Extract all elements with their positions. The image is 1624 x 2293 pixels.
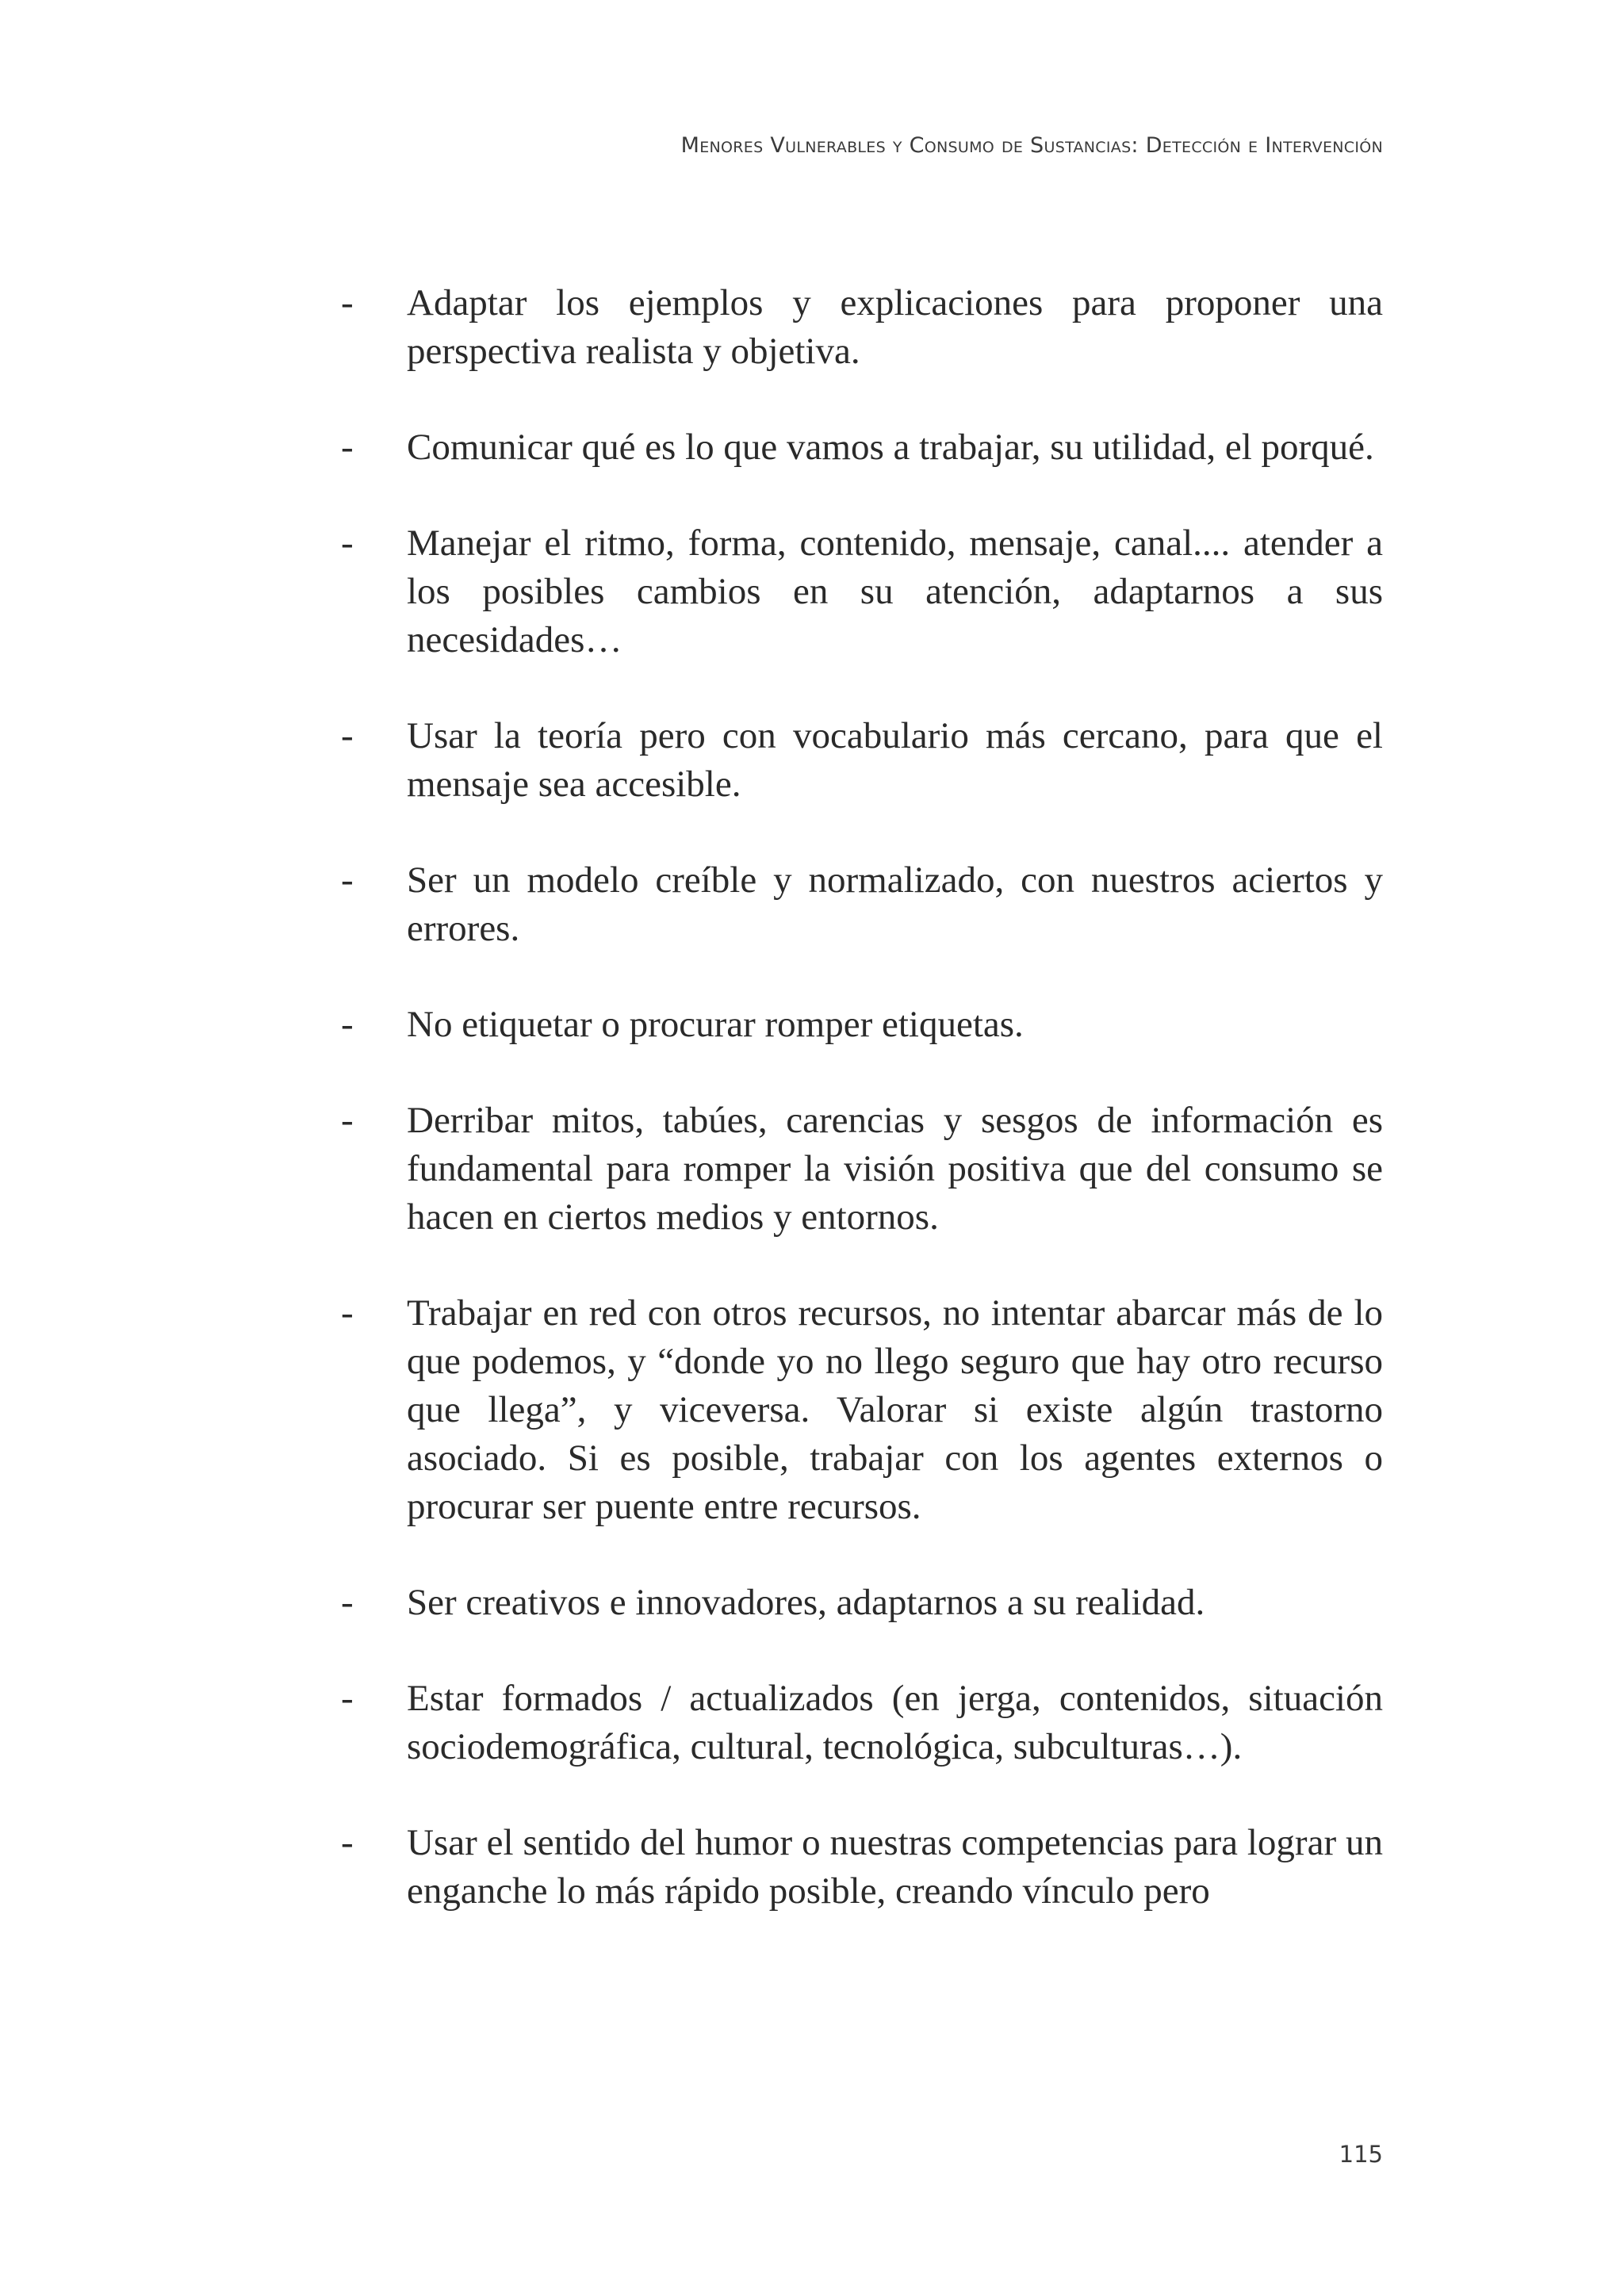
list-item-text: Trabajar en red con otros recursos, no intentar abarcar más de lo que podemos, y “donde yo no llego seguro que hay otro recurso que llega”, y viceversa. Valorar si existe algún trastorno asociado. Si es posible, trabajar con los agentes externos o procurar ser puente entre recursos.	[407, 1292, 1383, 1527]
list-item-text: Adaptar los ejemplos y explicaciones para proponer una perspectiva realista y objetiva.	[407, 282, 1383, 372]
list-item-text: Derribar mitos, tabúes, carencias y sesgos de información es fundamental para romper la visión positiva que del consumo se hacen en ciertos medios y entornos.	[407, 1100, 1383, 1238]
bullet-dash: -	[341, 715, 354, 756]
list-item	[341, 279, 1383, 376]
list-item	[341, 423, 1383, 472]
bullet-dash: -	[341, 1582, 354, 1623]
bullet-dash: -	[341, 427, 354, 468]
list-item	[341, 856, 1383, 953]
bullet-list	[341, 279, 1383, 1963]
list-item-text: Ser creativos e innovadores, adaptarnos a su realidad.	[407, 1582, 1205, 1623]
list-item-text: Ser un modelo creíble y normalizado, con nuestros aciertos y errores.	[407, 859, 1383, 949]
list-item	[341, 1097, 1383, 1242]
bullet-dash: -	[341, 1678, 354, 1719]
list-item	[341, 1579, 1383, 1627]
list-item	[341, 1001, 1383, 1049]
list-item-text: Usar el sentido del humor o nuestras competencias para lograr un enganche lo más rápido posible, creando vínculo pero	[407, 1822, 1383, 1912]
list-item	[341, 712, 1383, 809]
list-item-text: Manejar el ritmo, forma, contenido, mensaje, canal.... atender a los posibles cambios en su atención, adaptarnos a sus necesidades…	[407, 523, 1383, 660]
bullet-dash: -	[341, 1292, 354, 1334]
list-item-text: Estar formados / actualizados (en jerga, contenidos, situación sociodemográfica, cultural, tecnológica, subculturas…).	[407, 1678, 1383, 1767]
list-item	[341, 519, 1383, 664]
bullet-dash: -	[341, 282, 354, 323]
bullet-dash: -	[341, 1100, 354, 1141]
list-item-text: Comunicar qué es lo que vamos a trabajar, su utilidad, el porqué.	[407, 427, 1374, 468]
bullet-dash: -	[341, 1004, 354, 1045]
bullet-dash: -	[341, 523, 354, 564]
list-item	[341, 1289, 1383, 1531]
list-item	[341, 1675, 1383, 1771]
list-item-text: Usar la teoría pero con vocabulario más cercano, para que el mensaje sea accesible.	[407, 715, 1383, 805]
list-item-text: No etiquetar o procurar romper etiquetas.	[407, 1004, 1024, 1045]
running-header: Menores Vulnerables y Consumo de Sustancias: Detección e Intervención	[680, 133, 1383, 158]
bullet-dash: -	[341, 1822, 354, 1863]
bullet-dash: -	[341, 859, 354, 901]
page-number: 115	[1339, 2141, 1383, 2168]
list-item	[341, 1819, 1383, 1916]
